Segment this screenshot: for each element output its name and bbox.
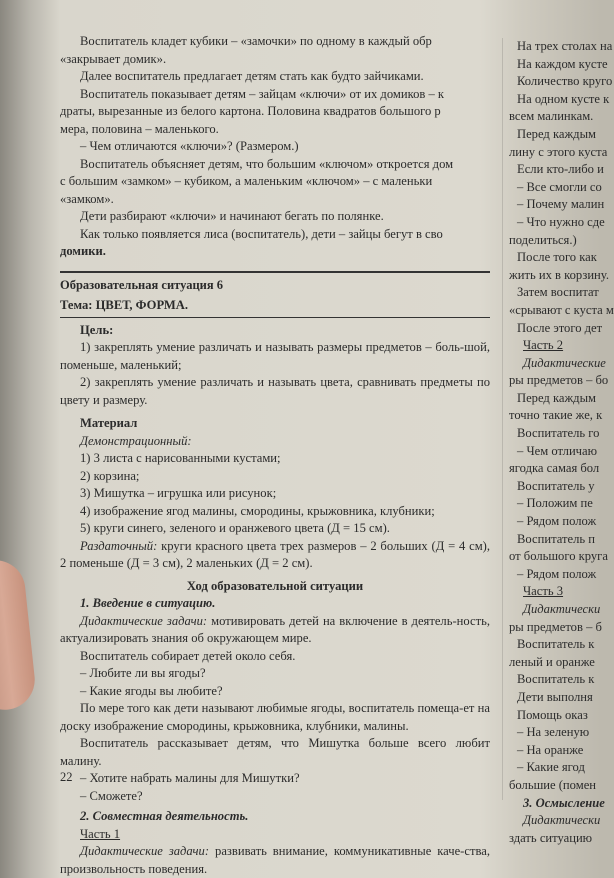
theme-line: Тема: ЦВЕТ, ФОРМА. <box>60 297 490 318</box>
right-page-line: На каждом кусте <box>517 56 608 71</box>
right-page-line: На одном кусте к <box>517 91 610 106</box>
right-page-line: Дидактически <box>523 602 601 616</box>
course-title: Ход образовательной ситуации <box>186 578 364 593</box>
right-page-line: 3. Осмысление <box>523 795 605 810</box>
right-page <box>502 38 614 845</box>
demo-item: 4) изображение ягод малины, смородины, крыжовника, клубники; <box>80 503 435 518</box>
right-page-line: – Что нужно сде <box>517 214 605 229</box>
right-page-line: Если кто-либо и <box>517 162 604 177</box>
section-title: Образовательная ситуация 6 <box>60 271 490 298</box>
handout-text: круги красного цвета трех размеров – 2 больших (Д = 4 см), 2 поменьше (Д = 3 см), 2 маленьких (Д = 2 см). <box>60 538 491 570</box>
right-page-line: Воспитатель к <box>517 672 595 687</box>
right-page-line: жить их в корзину. <box>509 267 609 282</box>
right-page-line: ры предметов – б <box>509 619 602 634</box>
right-page-line: всем малинкам. <box>509 109 594 124</box>
step1-tasks: мотивировать детей на включение в деятель-ность, актуализировать знания об окружающем мире. <box>60 613 490 645</box>
didactic-label: Дидактические задачи: <box>80 613 208 628</box>
intro-line: Дети разбирают «ключи» и начинают бегать по полянке. <box>80 209 384 223</box>
intro-line: Как только появляется лиса (воспитатель), дети – зайцы бегут в сво <box>80 226 443 241</box>
step1-line: – Какие ягоды вы любите? <box>80 683 223 698</box>
intro-line: Воспитатель кладет кубики – «замочки» по одному в каждый обр <box>80 34 432 48</box>
right-page-line: Воспитатель п <box>517 531 596 546</box>
step1-tasks-paragraph <box>60 613 490 648</box>
step1-line: – Сможете? <box>80 788 143 803</box>
intro-line: – Чем отличаются «ключи»? (Размером.) <box>80 139 299 153</box>
right-page-line: Дети выполня <box>517 689 593 704</box>
right-page-line: Дидактически <box>523 813 601 828</box>
right-page-line: Затем воспитат <box>517 285 599 300</box>
demo-label: Демонстрационный: <box>80 433 192 448</box>
page-number: 22 <box>60 770 73 784</box>
intro-line: с большим «замком» – кубиком, а маленьким «ключом» – с маленьки <box>60 174 433 188</box>
part1-didactic-label: Дидактические задачи: <box>80 844 210 858</box>
right-page-line: – Чем отличаю <box>517 443 598 458</box>
right-page-line: Дидактические <box>523 355 606 370</box>
thumb-in-frame <box>0 557 38 712</box>
right-page-line: – На оранже <box>517 742 584 757</box>
step1-line: По мере того как дети называют любимые ягоды, воспитатель помеща-ет на доску изображение смородины, крыжовника, клубники, малины. <box>60 701 490 733</box>
intro-line: «замком». <box>60 191 114 206</box>
intro-block <box>60 33 490 261</box>
right-page-line: Перед каждым <box>517 390 597 405</box>
step1-line: Воспитатель собирает детей около себя. <box>80 648 296 663</box>
right-page-line: Помощь оказ <box>517 707 588 722</box>
step1-line: – Хотите набрать малины для Мишутки? <box>80 771 300 785</box>
right-page-line: – На зеленую <box>517 725 590 740</box>
step1-title: 1. Введение в ситуацию. <box>80 596 216 610</box>
intro-line: мера, половина – маленького. <box>60 121 219 136</box>
left-page <box>60 0 491 876</box>
right-page-line: леный и оранже <box>509 654 595 669</box>
material-label: Материал <box>80 416 138 430</box>
goal-item: 1) закреплять умение различать и называть размеры предметов – боль-шой, поменьше, маленький; <box>60 340 490 372</box>
right-page-line: Количество круго <box>517 74 613 89</box>
part1-tasks: развивать внимание, коммуникативные каче-ства, произвольность поведения. <box>60 844 490 876</box>
right-page-line: Воспитатель к <box>517 637 595 652</box>
demo-item: 5) круги синего, зеленого и оранжевого цвета (Д = 15 см). <box>80 521 390 535</box>
right-page-line: – Почему малин <box>517 197 605 212</box>
right-page-line: ягодка самая бол <box>509 461 600 476</box>
step1-line: Воспитатель рассказывает детям, что Мишутка больше всего любит малину. <box>60 736 490 768</box>
demo-item: 2) корзина; <box>80 468 140 483</box>
intro-line: Воспитатель объясняет детям, что большим «ключом» откроется дом <box>80 156 454 171</box>
right-page-line: Воспитатель у <box>517 478 595 493</box>
right-page-line: здать ситуацию <box>509 830 593 845</box>
right-page-line: – Все смогли со <box>517 179 602 194</box>
right-page-line: Воспитатель го <box>517 426 600 441</box>
right-page-line: поделиться.) <box>509 232 577 247</box>
right-page-line: ры предметов – бо <box>509 373 609 388</box>
intro-line: Далее воспитатель предлагает детям стать как будто зайчиками. <box>80 69 424 83</box>
handout-label: Раздаточный: <box>80 538 158 553</box>
right-page-line: На трех столах на <box>517 39 613 53</box>
demo-item: 3) Мишутка – игрушка или рисунок; <box>80 486 277 500</box>
right-page-line: точно такие же, к <box>509 408 603 423</box>
intro-line: драты, вырезанные из белого картона. Половина квадратов большого р <box>60 104 441 118</box>
step1-line: – Любите ли вы ягоды? <box>80 666 206 680</box>
goal-item: 2) закреплять умение различать и называть цвета, сравнивать предметы по цвету и размеру. <box>60 375 490 407</box>
handout-paragraph <box>60 538 490 573</box>
right-page-line: большие (помен <box>509 777 597 792</box>
part1-label: Часть 1 <box>80 826 121 841</box>
right-page-line: Часть 3 <box>523 584 564 599</box>
right-page-line: лину с этого куста <box>509 144 608 159</box>
right-page-line: – Какие ягод <box>517 760 585 775</box>
right-page-line: – Положим пе <box>517 496 593 511</box>
goal-label: Цель: <box>80 322 114 337</box>
intro-line: Воспитатель показывает детям – зайцам «ключи» от их домиков – к <box>80 86 445 101</box>
intro-line: домики. <box>60 244 106 258</box>
right-page-line: После того как <box>517 250 597 265</box>
right-page-line: «срывают с куста м <box>509 302 614 317</box>
intro-line: «закрывает домик». <box>60 51 167 66</box>
right-page-line: – Рядом полож <box>517 566 597 581</box>
part1-tasks-paragraph <box>60 843 490 878</box>
demo-item: 1) 3 листа с нарисованными кустами; <box>80 451 281 465</box>
right-page-line: – Рядом полож <box>517 514 597 529</box>
right-page-line: После этого дет <box>517 320 603 335</box>
right-page-line: от большого круга <box>509 549 608 564</box>
right-page-line: Перед каждым <box>517 126 597 141</box>
step2-title: 2. Совместная деятельность. <box>80 809 249 823</box>
right-page-line: Часть 2 <box>523 338 564 353</box>
